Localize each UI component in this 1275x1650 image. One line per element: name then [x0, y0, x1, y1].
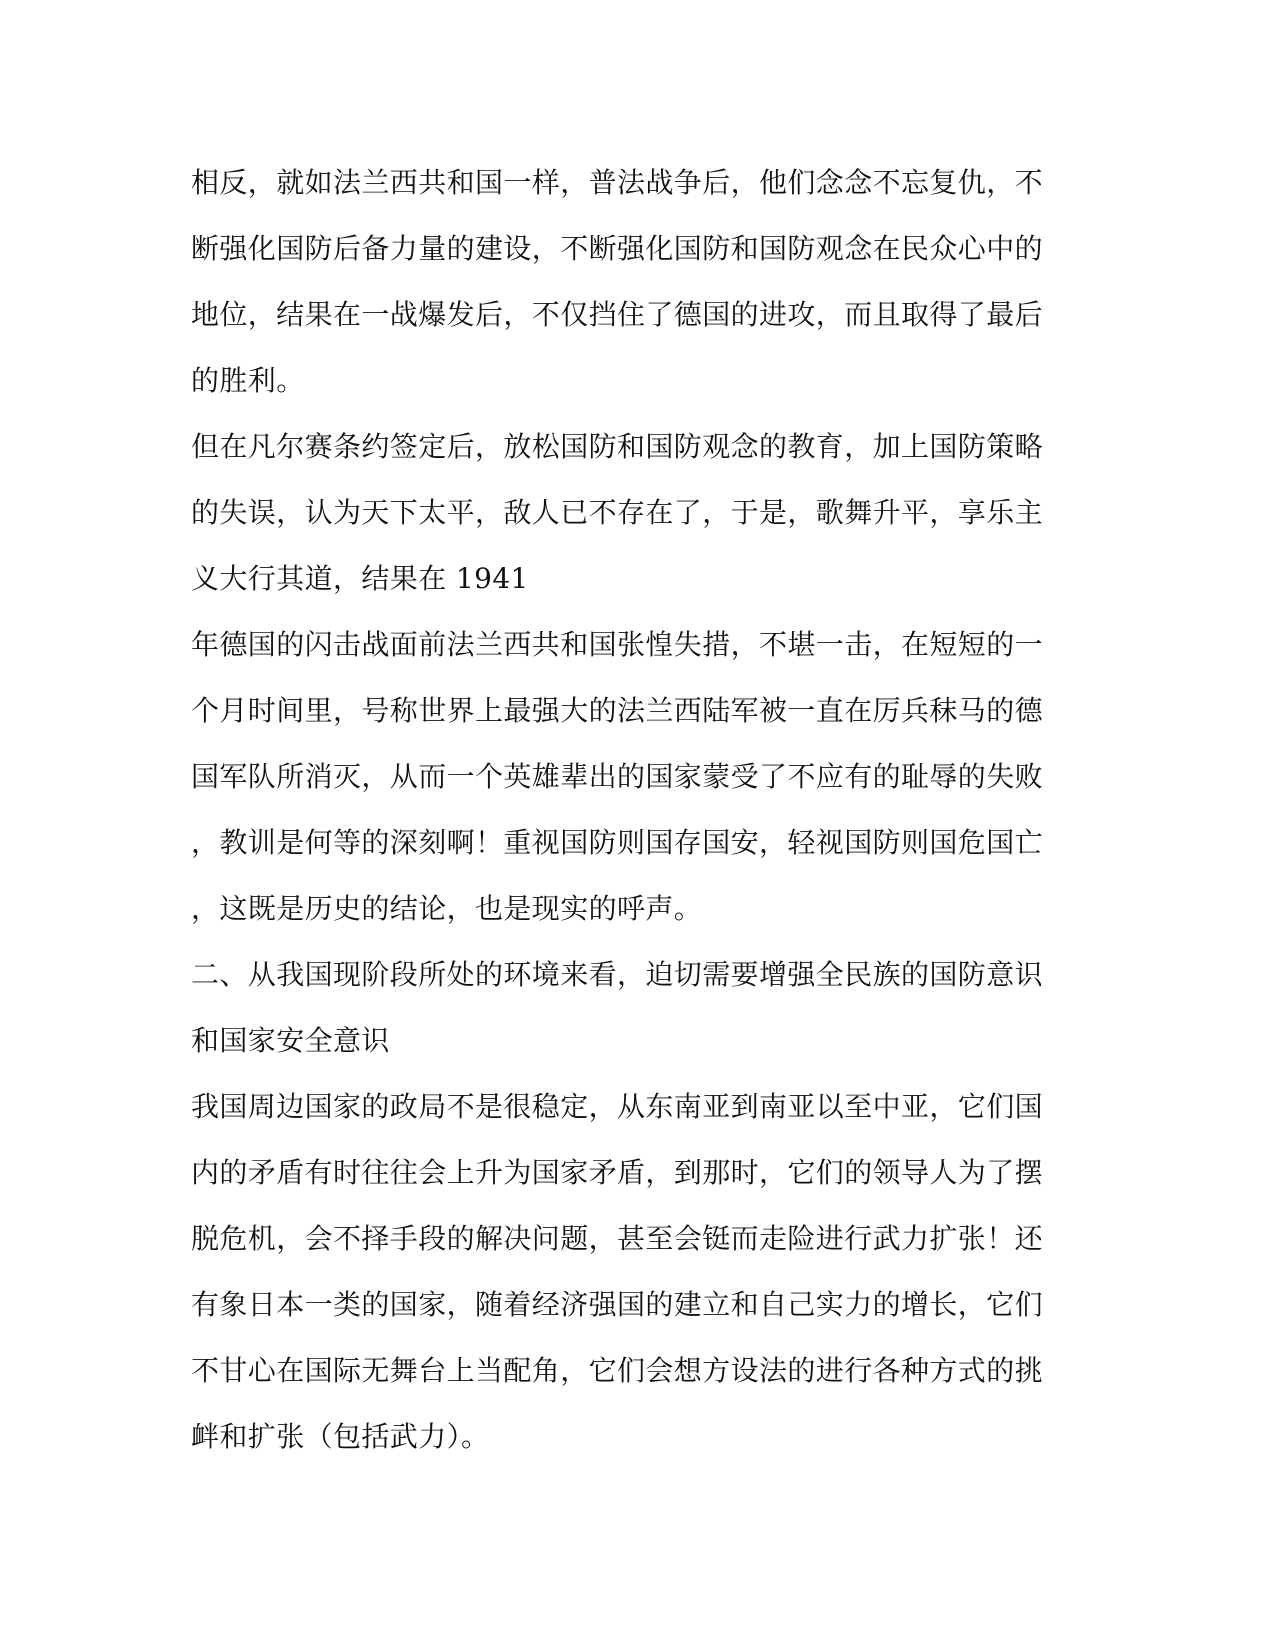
text-line: 脱危机，会不择手段的解决问题，甚至会铤而走险进行武力扩张！还 — [191, 1222, 1044, 1255]
text-line: 我国周边国家的政局不是很稳定，从东南亚到南亚以至中亚，它们国 — [191, 1090, 1044, 1123]
text-line: 但在凡尔赛条约签定后，放松国防和国防观念的教育，加上国防策略 — [191, 430, 1044, 463]
text-line: 的失误，认为天下太平，敌人已不存在了，于是，歌舞升平，享乐主 — [191, 496, 1044, 529]
text-line: 个月时间里，号称世界上最强大的法兰西陆军被一直在厉兵秣马的德 — [191, 694, 1044, 727]
section-heading: 和国家安全意识 — [191, 1024, 390, 1057]
text-line: 相反，就如法兰西共和国一样，普法战争后，他们念念不忘复仇，不 — [191, 166, 1044, 199]
body-text — [191, 150, 1071, 1470]
text-line: 断强化国防后备力量的建设，不断强化国防和国防观念在民众心中的 — [191, 232, 1044, 265]
text-line: ，教训是何等的深刻啊！重视国防则国存国安，轻视国防则国危国亡 — [191, 826, 1044, 859]
text-line: 的胜利。 — [191, 364, 305, 397]
text-line: 有象日本一类的国家，随着经济强国的建立和自己实力的增长，它们 — [191, 1288, 1044, 1321]
text-line: ，这既是历史的结论，也是现实的呼声。 — [191, 892, 703, 925]
text-line: 国军队所消灭，从而一个英雄辈出的国家蒙受了不应有的耻辱的失败 — [191, 760, 1044, 793]
text-line: 地位，结果在一战爆发后，不仅挡住了德国的进攻，而且取得了最后 — [191, 298, 1044, 331]
text-line: 内的矛盾有时往往会上升为国家矛盾，到那时，它们的领导人为了摆 — [191, 1156, 1044, 1189]
text-line: 义大行其道，结果在 1941 — [191, 562, 529, 595]
text-line: 衅和扩张（包括武力）。 — [191, 1420, 490, 1453]
text-line: 年德国的闪击战面前法兰西共和国张惶失措，不堪一击，在短短的一 — [191, 628, 1044, 661]
section-heading: 二、从我国现阶段所处的环境来看，迫切需要增强全民族的国防意识 — [191, 958, 1044, 991]
text-line: 不甘心在国际无舞台上当配角，它们会想方设法的进行各种方式的挑 — [191, 1354, 1044, 1387]
